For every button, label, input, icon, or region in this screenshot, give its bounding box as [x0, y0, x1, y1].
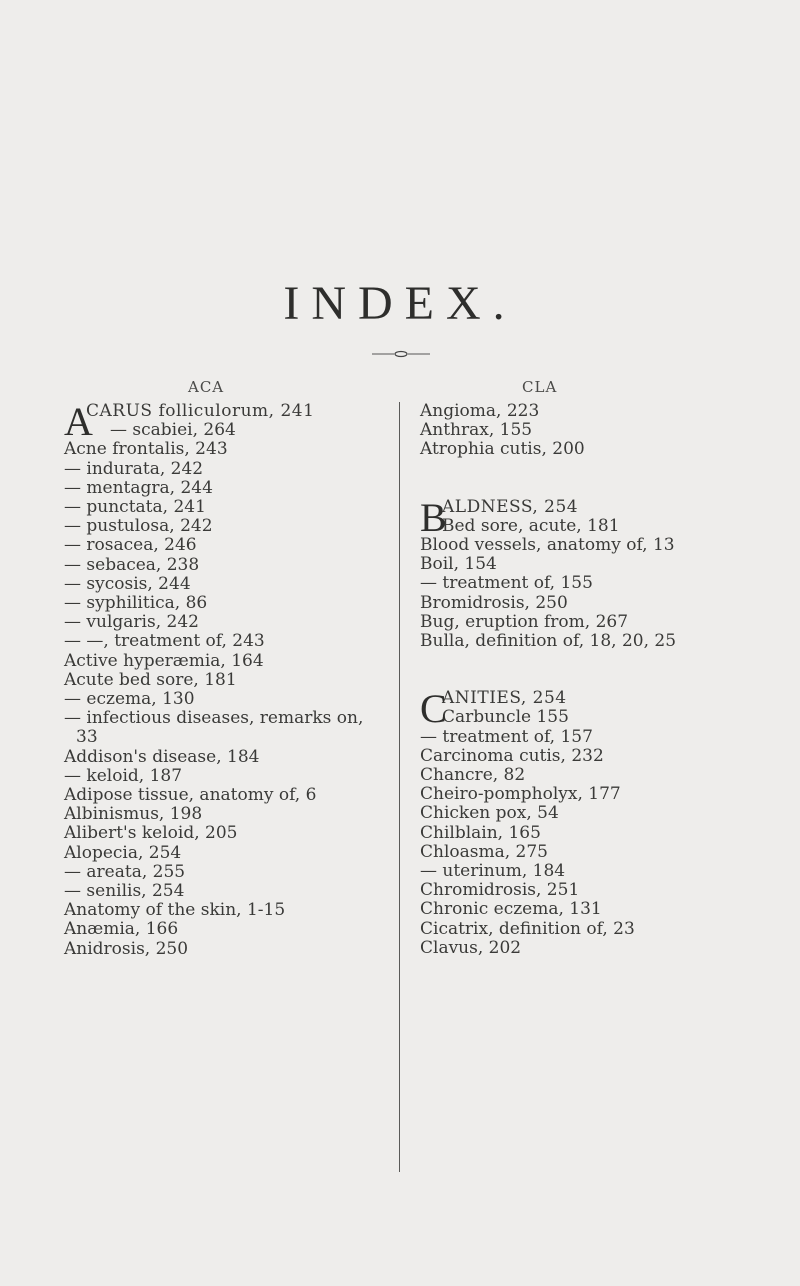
- index-entry: Carcinoma cutis, 232: [420, 745, 604, 766]
- running-header-right: CLA: [522, 378, 558, 396]
- index-entry: Blood vessels, anatomy of, 13: [420, 535, 675, 556]
- index-entry: Bulla, definition of, 18, 20, 25: [420, 631, 677, 652]
- index-entry: — infectious diseases, remarks on,: [64, 708, 364, 729]
- index-entry: Chilblain, 165: [420, 822, 541, 843]
- index-entry: — areata, 255: [64, 861, 186, 882]
- index-entry: Bed sore, acute, 181: [442, 515, 620, 536]
- index-entry: Angioma, 223: [420, 401, 540, 421]
- index-entry: — scabiei, 264: [110, 420, 236, 441]
- index-entry: Anatomy of the skin, 1-15: [64, 900, 286, 921]
- drop-cap-c: C: [420, 686, 447, 732]
- index-entry: — vulgaris, 242: [64, 612, 199, 633]
- index-entry: Addison's disease, 184: [64, 746, 260, 767]
- index-entry-continuation: 33: [76, 727, 98, 748]
- index-entry: Chloasma, 275: [420, 841, 548, 862]
- index-entry: Chancre, 82: [420, 765, 526, 786]
- index-entry: Chronic eczema, 131: [420, 899, 602, 920]
- index-entry: Clavus, 202: [420, 937, 522, 958]
- index-entry: Alopecia, 254: [64, 842, 182, 863]
- index-entry: Cheiro-pompholyx, 177: [420, 784, 621, 805]
- section-a-start: [64, 399, 390, 444]
- page-title: INDEX.: [283, 277, 517, 330]
- index-entry: Adipose tissue, anatomy of, 6: [64, 785, 317, 806]
- index-entry: Chromidrosis, 251: [420, 880, 580, 901]
- index-entry: — treatment of, 155: [420, 573, 593, 594]
- index-entry: Chicken pox, 54: [420, 803, 559, 824]
- index-entry: Anæmia, 166: [64, 919, 179, 940]
- index-entry: — treatment of, 157: [420, 726, 593, 747]
- index-entry: Atrophia cutis, 200: [420, 439, 585, 460]
- index-entry: — eczema, 130: [64, 689, 195, 710]
- index-entry: Bromidrosis, 250: [420, 592, 568, 613]
- index-entry: — keloid, 187: [64, 765, 183, 786]
- section-c-start: [420, 686, 780, 732]
- index-entry: — pustulosa, 242: [64, 516, 213, 537]
- index-entry: Boil, 154: [420, 554, 497, 575]
- index-entry: ALDNESS, 254: [442, 496, 579, 517]
- index-entry: ANITIES, 254: [442, 688, 567, 709]
- running-header-left: ACA: [188, 378, 225, 396]
- drop-cap-b: B: [420, 494, 447, 540]
- index-entry: — punctata, 241: [64, 497, 206, 518]
- index-entry: Acute bed sore, 181: [64, 669, 237, 690]
- index-entry: — mentagra, 244: [64, 477, 213, 498]
- index-entry: Acne frontalis, 243: [64, 439, 228, 460]
- index-entry: Alibert's keloid, 205: [64, 823, 238, 844]
- index-entry: — uterinum, 184: [420, 861, 566, 882]
- index-entry: — indurata, 242: [64, 458, 204, 479]
- section-gap: [420, 651, 780, 689]
- section-b-start: [420, 494, 780, 540]
- index-entry: — —, treatment of, 243: [64, 631, 265, 652]
- index-entry: Active hyperæmia, 164: [64, 650, 264, 671]
- index-entry: Anthrax, 155: [420, 420, 533, 441]
- index-entry: Anidrosis, 250: [64, 938, 189, 959]
- index-entry: Bug, eruption from, 267: [420, 611, 629, 632]
- title-ornament-icon: [372, 350, 430, 358]
- section-gap: [420, 460, 780, 498]
- index-entry: Albinismus, 198: [64, 804, 203, 825]
- index-entry: Carbuncle 155: [442, 707, 569, 728]
- index-entry: — senilis, 254: [64, 881, 185, 902]
- index-entry: — syphilitica, 86: [64, 593, 208, 614]
- index-entry: — sycosis, 244: [64, 573, 191, 594]
- index-column-left: [64, 399, 390, 959]
- index-column-right: [420, 402, 780, 958]
- column-divider: [399, 402, 400, 1172]
- index-entry: — rosacea, 246: [64, 535, 197, 556]
- index-entry: CARUS folliculorum, 241: [86, 401, 315, 421]
- drop-cap-a: A: [64, 399, 93, 444]
- index-entry: — sebacea, 238: [64, 554, 200, 575]
- index-entry: Cicatrix, definition of, 23: [420, 918, 635, 939]
